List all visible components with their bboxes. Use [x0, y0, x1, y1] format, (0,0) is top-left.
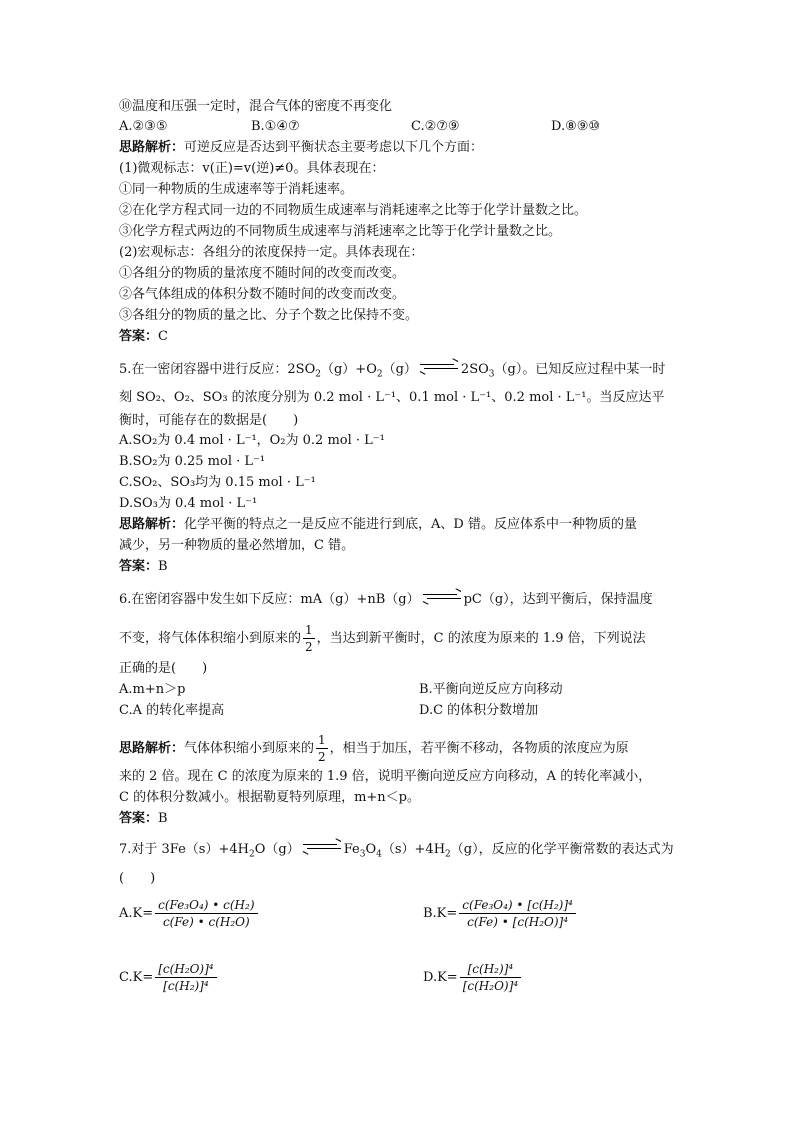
q4-option-d: D.⑧⑨⑩ — [551, 119, 601, 134]
q4-point-2: (2)宏观标志：各组分的浓度保持一定。具体表现在： — [119, 245, 424, 260]
q7-eq-part: 7.对于 3Fe（s）+4H — [119, 842, 249, 857]
q6-analysis-line1 — [119, 732, 629, 766]
q4-option-c: C.②⑦⑨ — [411, 119, 460, 134]
fraction-numerator: [c(H₂)]⁴ — [460, 962, 521, 978]
q6-option-b: B.平衡向逆反应方向移动 — [419, 682, 563, 697]
q5-stem-line2: 刻 SO₂、O₂、SO₃ 的浓度分别为 0.2 mol · L⁻¹、0.1 mol · L⁻¹、0.2 mol · L⁻¹。当反应达平 — [119, 390, 665, 405]
q6-eq-part: 6.在密闭容器中发生如下反应：mA（g）+nB（g） — [119, 592, 420, 607]
analysis-text: ，相当于加压，若平衡不移动，各物质的浓度应为原 — [329, 741, 629, 756]
q5-analysis-line1 — [119, 517, 637, 533]
q5-stem-line1: 5.在一密闭容器中进行反应：$2SO_2(g)+O_2(g)$ $2SO_3(g)$。已知反应过程中某一时 — [119, 362, 665, 383]
fraction-one-half — [303, 623, 315, 654]
analysis-text: 气体体积缩小到原来的 — [184, 741, 315, 756]
answer-value: B — [158, 811, 168, 826]
q6-option-c: C.A 的转化率提高 — [119, 703, 225, 718]
q7-eq-part: O — [365, 842, 377, 857]
analysis-label: 思路解析： — [119, 741, 185, 756]
q5-eq-part: 2SO — [460, 362, 489, 377]
answer-value: C — [158, 329, 168, 344]
q5-eq-part: 5.在一密闭容器中进行反应：2SO — [119, 362, 316, 377]
q6-answer — [119, 811, 168, 827]
q7-option-c — [119, 962, 219, 993]
answer-label: 答案： — [119, 811, 159, 826]
q7-eq-part: Fe — [343, 842, 360, 857]
q6-text: ，当达到新平衡时，C 的浓度为原来的 1.9 倍，下列说法 — [316, 631, 646, 646]
analysis-label: 思路解析： — [119, 140, 185, 155]
q5-eq-part: （g） — [382, 362, 417, 377]
q7-stem-line1: 7.对于 $3Fe(s)+4H_2O(g)$ $Fe_3O_4(s)+4H_2(g)$，反应的化学平衡常数的表达式为 — [119, 842, 674, 863]
option-label: C.K= — [119, 970, 154, 985]
q6-eq-part: pC（g），达到平衡后，保持温度 — [463, 592, 653, 607]
q5-option-d: D.SO₃为 0.4 mol · L⁻¹ — [119, 496, 258, 511]
q5-answer — [119, 559, 168, 575]
q4-point-2c: ③各组分的物质的量之比、分子个数之比保持不变。 — [119, 308, 419, 323]
q6-analysis-line3: C 的体积分数减小。根据勒夏特列原理，m+n＜p。 — [119, 790, 420, 805]
q4-answer — [119, 329, 168, 345]
analysis-text: 可逆反应是否达到平衡状态主要考虑以下几个方面： — [184, 140, 484, 155]
q4-option-a: A.②③⑤ — [119, 119, 168, 134]
q5-analysis-line2: 减少，另一种物质的量必然增加，C 错。 — [119, 538, 355, 553]
fraction-denominator: 2 — [305, 640, 313, 654]
q4-option-b: B.①④⑦ — [251, 119, 300, 134]
option-label: D.K= — [423, 970, 458, 985]
q6-option-d: D.C 的体积分数增加 — [419, 703, 539, 718]
q6-stem-line2 — [119, 622, 646, 656]
q6-option-a: A.m+n＞p — [119, 682, 186, 697]
fraction-numerator: 1 — [305, 623, 313, 637]
q6-text: 不变，将气体体积缩小到原来的 — [119, 631, 302, 646]
analysis-text: 化学平衡的特点之一是反应不能进行到底，A、D 错。反应体系中一种物质的量 — [184, 517, 637, 532]
q6-analysis-line2: 来的 2 倍。现在 C 的浓度为原来的 1.9 倍，说明平衡向逆反应方向移动，A 的转化率减小， — [119, 769, 652, 784]
q5-eq-part: （g）+O — [320, 362, 377, 377]
equilibrium-expression — [459, 898, 576, 929]
equilibrium-expression — [155, 898, 257, 929]
q6-stem-line3: 正确的是( ) — [119, 661, 208, 676]
fraction-denominator: [c(H₂)]⁴ — [163, 979, 209, 993]
q4-point-2a: ①各组分的物质的量浓度不随时间的改变而改变。 — [119, 266, 406, 281]
answer-label: 答案： — [119, 559, 159, 574]
answer-value: B — [158, 559, 168, 574]
fraction-denominator: c(Fe) • c(H₂O) — [162, 915, 250, 929]
q4-point-2b: ②各气体组成的体积分数不随时间的改变而改变。 — [119, 287, 406, 302]
q4-point-1a: ①同一种物质的生成速率等于消耗速率。 — [119, 182, 354, 197]
q7-eq-part: （g），反应的化学平衡常数的表达式为 — [450, 842, 674, 857]
q7-option-d — [423, 962, 523, 993]
q7-eq-part: O（g） — [254, 842, 300, 857]
fraction-numerator: c(Fe₃O₄) • c(H₂) — [155, 898, 257, 914]
fraction-numerator: 1 — [318, 733, 326, 747]
q4-condition-10: ⑩温度和压强一定时，混合气体的密度不再变化 — [119, 99, 393, 114]
reversible-arrow-icon — [423, 593, 461, 601]
equilibrium-expression — [155, 962, 216, 993]
option-label: B.K= — [423, 906, 458, 921]
q5-option-b: B.SO₂为 0.25 mol · L⁻¹ — [119, 454, 266, 469]
fraction-denominator: c(Fe) • [c(H₂O)]⁴ — [467, 915, 569, 929]
reversible-arrow-icon — [303, 843, 341, 851]
option-label: A.K= — [119, 906, 154, 921]
q4-analysis — [119, 140, 483, 156]
q7-stem-line2: ( ) — [119, 871, 156, 886]
q4-point-1c: ③化学方程式两边的不同物质生成速率与消耗速率之比等于化学计量数之比。 — [119, 224, 562, 239]
q5-stem-line3: 衡时，可能存在的数据是( ) — [119, 413, 299, 428]
fraction-numerator: c(Fe₃O₄) • [c(H₂)]⁴ — [459, 898, 576, 914]
q4-point-1b: ②在化学方程式同一边的不同物质生成速率与消耗速率之比等于化学计量数之比。 — [119, 203, 588, 218]
fraction-numerator: [c(H₂O)]⁴ — [155, 962, 216, 978]
q7-option-b — [423, 898, 578, 929]
q5-eq-part: （g）。已知反应过程中某一时 — [494, 362, 666, 377]
q7-option-a — [119, 898, 260, 929]
fraction-denominator: 2 — [318, 750, 326, 764]
reversible-arrow-icon — [420, 363, 458, 371]
equilibrium-expression — [460, 962, 521, 993]
fraction-one-half — [316, 733, 328, 764]
q7-eq-part: （s）+4H — [381, 842, 446, 857]
q4-point-1: (1)微观标志：v(正)=v(逆)≠0。具体表现在： — [119, 161, 385, 176]
q5-option-a: A.SO₂为 0.4 mol · L⁻¹，O₂为 0.2 mol · L⁻¹ — [119, 433, 385, 448]
q5-option-c: C.SO₂、SO₃均为 0.15 mol · L⁻¹ — [119, 475, 316, 490]
analysis-label: 思路解析： — [119, 517, 185, 532]
answer-label: 答案： — [119, 329, 159, 344]
fraction-denominator: [c(H₂O)]⁴ — [462, 979, 519, 993]
q6-stem-line1 — [119, 592, 653, 608]
